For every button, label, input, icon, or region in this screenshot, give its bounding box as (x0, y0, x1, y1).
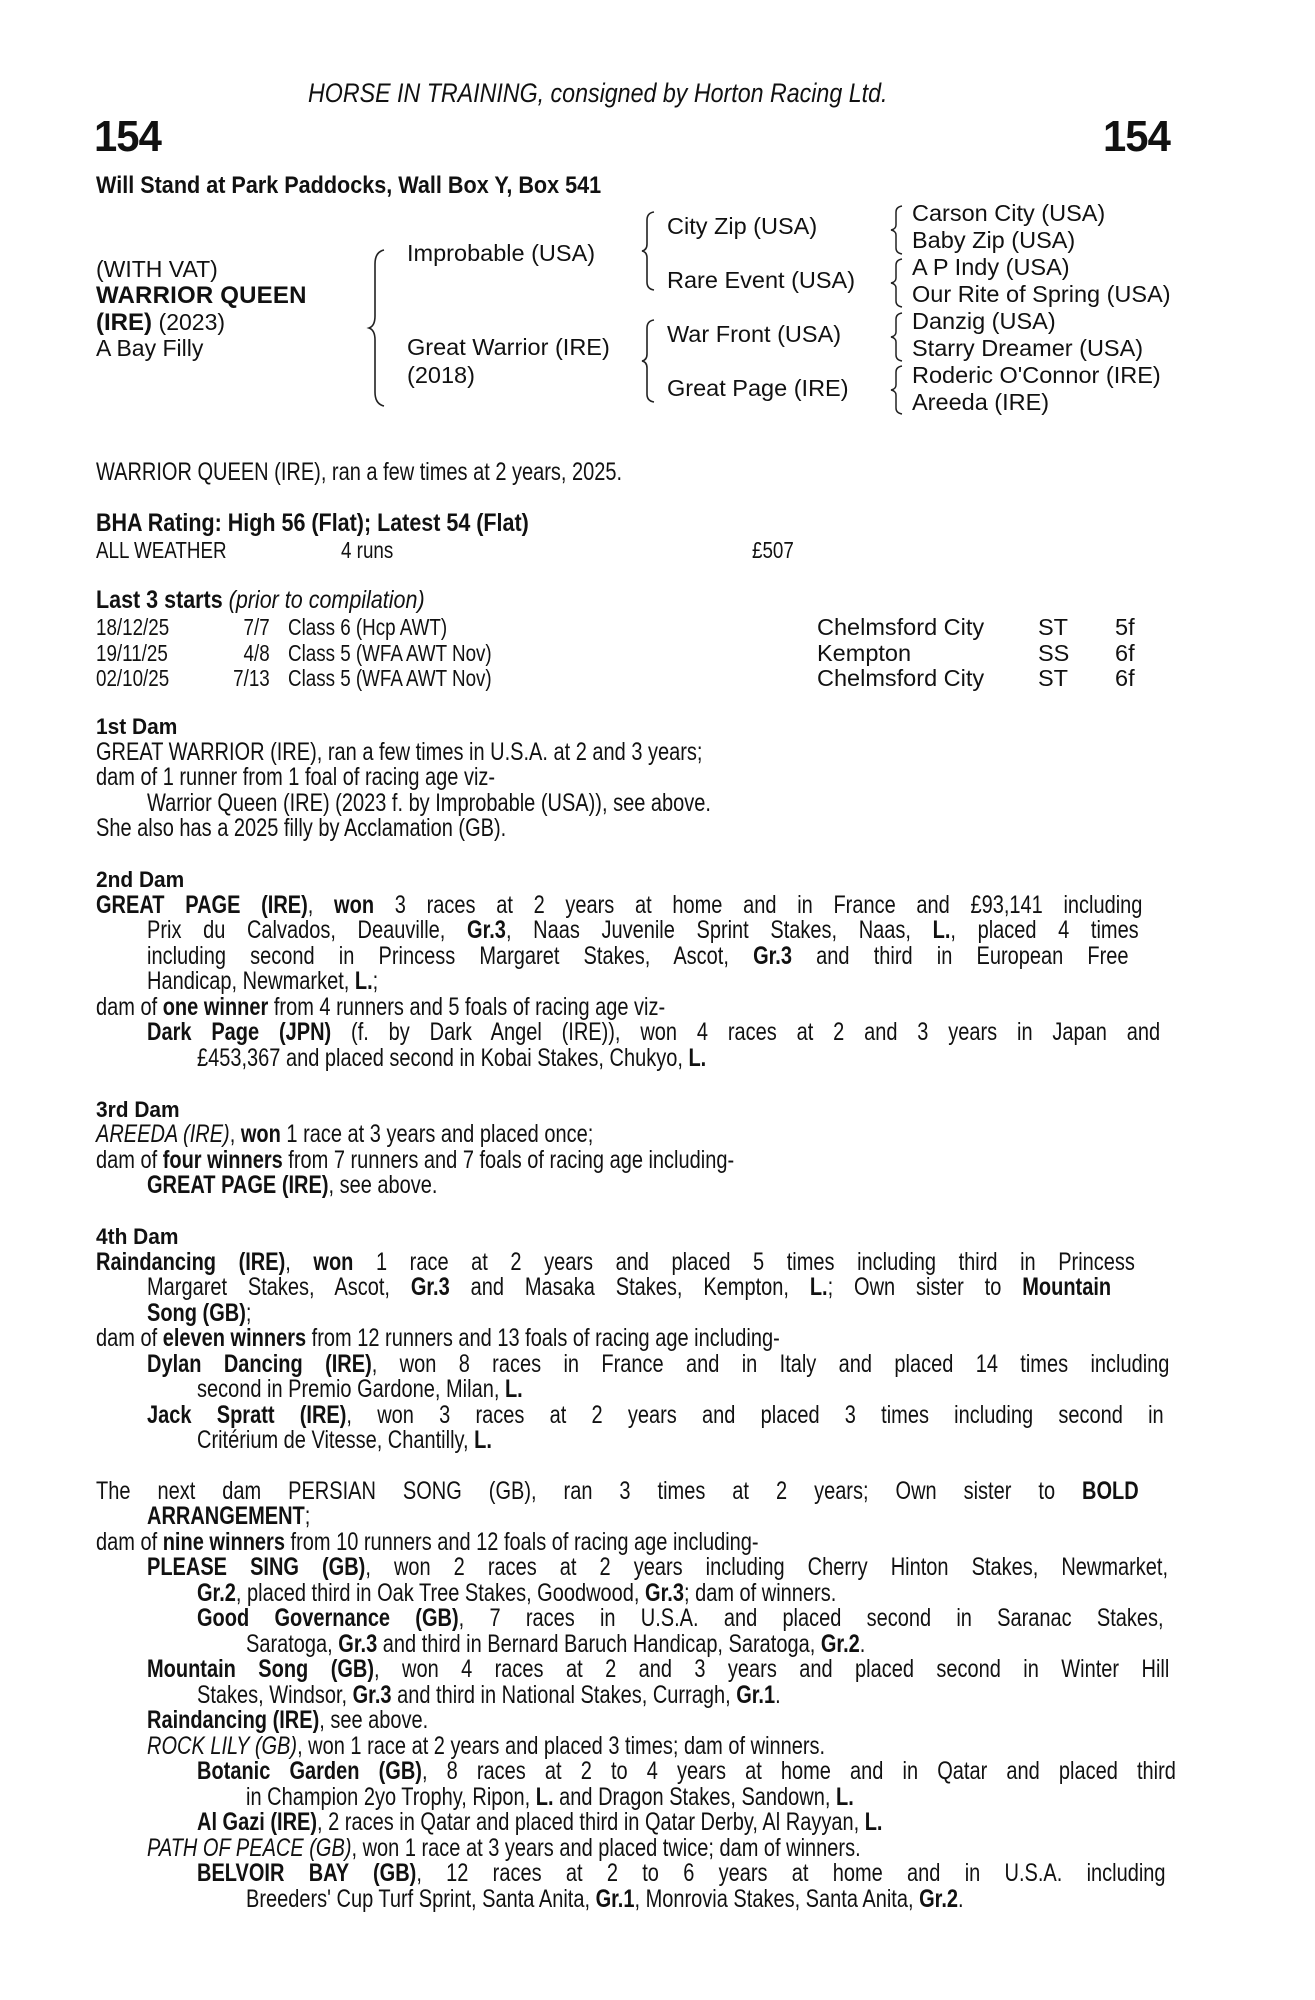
sibling-name: BOLD (1082, 1477, 1139, 1505)
start-going-cell (1038, 665, 1068, 692)
horse-country: (IRE) (96, 309, 152, 336)
next-dam-line (197, 1581, 996, 1607)
dam1-line (96, 740, 854, 766)
next-dam-progeny (197, 1810, 1054, 1836)
dam4-progeny (147, 1403, 1315, 1429)
listed-label: L. (535, 1783, 554, 1811)
next-dam-text: , won 2 races at 2 years including Cherry Hinton Stakes, Newmarket, (365, 1553, 1169, 1581)
line-content (96, 1148, 734, 1174)
line-content (147, 1708, 428, 1734)
dam2-text: dam of (96, 993, 158, 1021)
progeny-name: BELVOIR BAY (GB) (197, 1859, 417, 1887)
surface-text: ALL WEATHER (96, 537, 227, 563)
dam1-line (96, 816, 609, 842)
next-dam-text: . (859, 1630, 866, 1658)
line-content (96, 1530, 759, 1556)
stand-location (96, 172, 657, 200)
line-content (197, 1683, 781, 1709)
dam3-line (96, 1122, 718, 1148)
next-dam-text: , placed third in Oak Tree Stakes, Goodwood, (235, 1579, 640, 1607)
pedigree-g3-4: Our Rite of Spring (USA) (912, 281, 1171, 307)
line-content (147, 918, 1139, 944)
next-dam-text: , 2 races in Qatar and placed third in Qatar Derby, Al Rayyan, (317, 1808, 860, 1836)
dam1-title-text: 1st Dam (96, 714, 178, 739)
grade-label: Gr.3 (352, 1681, 392, 1709)
start-course: Chelmsford City (817, 665, 985, 691)
dam3-name: AREEDA (IRE) (96, 1120, 230, 1148)
line-content (246, 1887, 964, 1913)
next-dam-progeny (197, 1759, 1315, 1785)
dam2-title-text: 2nd Dam (96, 867, 185, 892)
line-content (147, 1555, 1168, 1581)
pedigree-sire-sire: City Zip (USA) (667, 213, 818, 239)
next-dam-line (147, 1504, 351, 1530)
horse-name-suffix-line (96, 309, 225, 336)
next-dam-text: . (775, 1681, 781, 1709)
line-content (96, 1326, 780, 1352)
next-dam-progeny (197, 1606, 1315, 1632)
line-content (246, 1785, 854, 1811)
dam4-line (96, 1326, 951, 1352)
pedigree-g3-3: A P Indy (USA) (912, 254, 1070, 280)
grade-label: Gr.2 (197, 1579, 236, 1607)
line-content (246, 1632, 865, 1658)
start-course: Chelmsford City (817, 614, 985, 640)
dam1-progeny (147, 791, 852, 817)
sibling-name: Mountain (1022, 1273, 1112, 1301)
line-content (147, 1836, 861, 1862)
dam4-text: , (285, 1248, 291, 1276)
line-content (96, 995, 665, 1021)
pedigree-brace-main (366, 248, 390, 408)
start-going: ST (1038, 614, 1069, 640)
next-dam-text: Saratoga, (246, 1630, 333, 1658)
start-position-cell (224, 665, 270, 692)
dam3-title-text: 3rd Dam (96, 1097, 180, 1122)
won-label: won (334, 891, 375, 919)
start-race-class: Class 5 (WFA AWT Nov) (288, 639, 492, 666)
line-content (147, 1301, 251, 1327)
last-starts-title: Last 3 starts (96, 586, 223, 614)
next-dam-text: dam of (96, 1528, 158, 1556)
dam3-progeny (147, 1173, 510, 1199)
dam2-line (96, 995, 807, 1021)
progeny-name: Jack Spratt (IRE) (147, 1401, 347, 1429)
progeny-name: Good Governance (GB) (197, 1604, 459, 1632)
progeny-name: Raindancing (IRE) (147, 1706, 320, 1734)
start-course: Kempton (817, 639, 912, 666)
sibling-name: Song (GB) (147, 1299, 246, 1327)
dam2-text: , placed 4 times (950, 916, 1139, 944)
dam4-text: Margaret Stakes, Ascot, (147, 1273, 390, 1301)
line-content (147, 1275, 1111, 1301)
start-race-class-cell (288, 614, 487, 641)
next-dam-text: , 7 races in U.S.A. and placed second in Saranac Stakes, (458, 1604, 1164, 1632)
pedigree-brace-g4 (889, 364, 905, 416)
pedigree-dam-dam: Great Page (IRE) (667, 375, 849, 401)
rating-surface (96, 537, 259, 564)
dam1-text: GREAT WARRIOR (IRE), ran a few times in U.S.A. at 2 and 3 years; (96, 738, 703, 766)
dam4-line (147, 1275, 1315, 1301)
start-position: 7/7 (243, 614, 270, 640)
progeny-name: Al Gazi (IRE) (197, 1808, 318, 1836)
next-dam-text: Breeders' Cup Turf Sprint, Santa Anita, (246, 1885, 591, 1913)
rating-prize (752, 537, 804, 564)
progeny-name: PLEASE SING (GB) (147, 1553, 366, 1581)
next-dam-line (197, 1683, 927, 1709)
dam2-text: 3 races at 2 years at home and in France and £93,141 including (394, 891, 1143, 919)
dam4-title-text: 4th Dam (96, 1224, 179, 1249)
line-content (197, 1428, 492, 1454)
grade-label: Gr.3 (645, 1579, 684, 1607)
lot-number-left (94, 112, 164, 162)
runs-text: 4 runs (341, 537, 394, 563)
dam2-text: and third in European Free (816, 942, 1129, 970)
start-position: 4/8 (243, 639, 270, 666)
start-date: 19/11/25 (96, 639, 168, 666)
start-course-cell (817, 640, 911, 667)
winners-count: four winners (162, 1146, 283, 1174)
dam4-text: 1 race at 2 years and placed 5 times including third in Princess (375, 1248, 1135, 1276)
line-content (147, 969, 378, 995)
line-content: GREAT PAGE (IRE), won 3 races at 2 years at home and in France and £93,141 including (96, 891, 1143, 919)
next-dam-text: , see above. (319, 1706, 429, 1734)
next-dam-text: , won 4 races at 2 and 3 years and placed second in Winter Hill (374, 1655, 1170, 1683)
line-content (147, 1657, 1169, 1683)
won-label: won (240, 1120, 281, 1148)
pedigree-brace-dam (640, 318, 658, 404)
dam1-text: dam of 1 runner from 1 foal of racing age viz- (96, 763, 496, 791)
next-dam-text: The next dam PERSIAN SONG (GB), ran 3 times at 2 years; Own sister to (96, 1477, 1056, 1505)
dam1-title (96, 714, 182, 740)
dam2-line (147, 918, 1315, 944)
line-content (147, 1403, 1164, 1429)
next-dam-text: , 8 races at 2 to 4 years at home and in Qatar and placed third (421, 1757, 1176, 1785)
pedigree-brace-g1 (889, 204, 905, 256)
grade-label: Gr.2 (919, 1885, 959, 1913)
start-date: 02/10/25 (96, 665, 170, 691)
dam4-text: , won 3 races at 2 years and placed 3 times including second in (346, 1401, 1164, 1429)
start-race-class-cell (288, 640, 543, 667)
progeny-name: PATH OF PEACE (GB) (147, 1834, 352, 1862)
dam2-text: Handicap, Newmarket, (147, 967, 350, 995)
dam3-text: dam of (96, 1146, 158, 1174)
next-dam-text: , won 1 race at 2 years and placed 3 times; dam of winners. (297, 1732, 826, 1760)
dam4-text: ; Own sister to (827, 1273, 1002, 1301)
stand-location-text: Will Stand at Park Paddocks, Wall Box Y, Box 541 (96, 172, 602, 199)
start-date-cell (96, 640, 186, 667)
listed-label: L. (932, 916, 951, 944)
start-race-class-cell (288, 665, 543, 692)
dam2-text: Prix du Calvados, Deauville, (147, 916, 446, 944)
next-dam-text: Stakes, Windsor, (197, 1681, 348, 1709)
start-distance-cell (1115, 640, 1135, 667)
grade-label: Gr.3 (338, 1630, 378, 1658)
progeny-name: Mountain Song (GB) (147, 1655, 375, 1683)
pedigree-g3-5: Danzig (USA) (912, 308, 1056, 334)
dam2-title (96, 867, 189, 893)
next-dam-text: from 10 runners and 12 foals of racing age including- (290, 1528, 759, 1556)
dam4-text: ; (245, 1299, 252, 1327)
start-going-cell (1038, 614, 1068, 641)
progeny-name: Dark Page (JPN) (147, 1018, 332, 1046)
consignment-text: HORSE IN TRAINING, consigned by Horton Racing Ltd. (308, 78, 888, 108)
start-date-cell (96, 665, 187, 692)
line-content (147, 1352, 1169, 1378)
next-dam-line (246, 1785, 1006, 1811)
progeny-name: Dylan Dancing (IRE) (147, 1350, 372, 1378)
next-dam-progeny (147, 1734, 995, 1760)
dam4-progeny (147, 1352, 1315, 1378)
listed-label: L. (809, 1273, 828, 1301)
grade-label: Gr.3 (467, 916, 506, 944)
lot-number-right (1103, 112, 1173, 162)
dam3-text: from 7 runners and 7 foals of racing age including- (288, 1146, 735, 1174)
start-distance-cell (1115, 665, 1135, 692)
dam4-text: from 12 runners and 13 foals of racing age including- (311, 1324, 780, 1352)
dam3-text: , (229, 1120, 236, 1148)
horse-year: (2023) (158, 309, 226, 335)
next-dam-text: and third in Bernard Baruch Handicap, Saratoga, (382, 1630, 816, 1658)
dam4-text: Critérium de Vitesse, Chantilly, (197, 1426, 469, 1454)
next-dam-text: , won 1 race at 3 years and placed twice; dam of winners. (351, 1834, 861, 1862)
dam3-line (96, 1148, 894, 1174)
dam4-text: , won 8 races in France and in Italy and placed 14 times including (371, 1350, 1170, 1378)
line-content (96, 1250, 1135, 1276)
dam2-line (96, 893, 1315, 919)
start-date: 18/12/25 (96, 614, 170, 640)
dam4-text: second in Premio Gardone, Milan, (197, 1375, 500, 1403)
line-content (197, 1606, 1164, 1632)
line-content (147, 1504, 310, 1530)
dam4-text: dam of (96, 1324, 158, 1352)
pedigree-brace-g2 (889, 257, 905, 309)
horse-description: A Bay Filly (96, 335, 204, 361)
horse-name: WARRIOR QUEEN (96, 282, 307, 309)
dam2-name: GREAT PAGE (IRE) (96, 891, 308, 919)
dam2-text: from 4 runners and 5 foals of racing age viz- (273, 993, 666, 1021)
last-starts-note: (prior to compilation) (228, 586, 425, 614)
pedigree-sire: Improbable (USA) (407, 240, 596, 266)
line-content (197, 1759, 1176, 1785)
listed-label: L. (504, 1375, 523, 1403)
last-starts-heading (96, 588, 478, 614)
rating-runs (341, 537, 406, 564)
next-dam-progeny (147, 1555, 1315, 1581)
start-going: ST (1038, 665, 1069, 691)
pedigree-dam-sire: War Front (USA) (667, 321, 842, 347)
dam4-name: Raindancing (IRE) (96, 1248, 286, 1276)
won-label: won (313, 1248, 354, 1276)
start-distance: 5f (1115, 614, 1135, 640)
dam2-line (147, 969, 436, 995)
dam1-line (96, 765, 595, 791)
next-dam-line (246, 1887, 1143, 1913)
dam4-line (96, 1250, 1315, 1276)
progeny-name: GREAT PAGE (IRE) (147, 1171, 329, 1199)
dam4-text: and Masaka Stakes, Kempton, (470, 1273, 789, 1301)
winners-count: nine winners (162, 1528, 285, 1556)
line-content (147, 944, 1129, 970)
line-content (96, 1479, 1139, 1505)
lot-number-text: 154 (94, 112, 161, 161)
start-going-cell (1038, 640, 1069, 667)
sibling-name: ARRANGEMENT (147, 1502, 305, 1530)
pedigree-brace-sire (640, 210, 658, 292)
bha-rating (96, 511, 599, 537)
start-course-cell (817, 614, 984, 641)
grade-label: Gr.1 (595, 1885, 635, 1913)
start-going: SS (1038, 639, 1070, 666)
start-position-cell (237, 640, 270, 667)
line-content (147, 1734, 825, 1760)
dam3-title (96, 1097, 184, 1123)
next-dam-text: ; dam of winners. (683, 1579, 837, 1607)
pedigree-g3-8: Areeda (IRE) (912, 389, 1050, 415)
line-content (197, 1046, 706, 1072)
line-content (197, 1377, 523, 1403)
pedigree-brace-g3 (889, 311, 905, 363)
dam4-line (197, 1428, 566, 1454)
line-content (197, 1581, 836, 1607)
dam2-text: (f. by Dark Angel (IRE)), won 4 races at 2 and 3 years in Japan and (351, 1018, 1161, 1046)
consignment-header (308, 78, 982, 109)
pedigree-dam: Great Warrior (IRE) (407, 334, 610, 360)
next-dam-line (96, 1479, 1315, 1505)
start-position-cell (237, 614, 270, 641)
listed-label: L. (354, 967, 373, 995)
winners-count: eleven winners (162, 1324, 307, 1352)
start-course-cell (817, 665, 984, 692)
start-race-class: Class 5 (WFA AWT Nov) (288, 665, 492, 691)
pedigree-dam-year: (2018) (407, 362, 475, 388)
dam4-title (96, 1224, 183, 1250)
next-dam-progeny (147, 1657, 1315, 1683)
pedigree-g3-6: Starry Dreamer (USA) (912, 335, 1144, 361)
start-distance: 6f (1115, 639, 1135, 666)
vat-label: (WITH VAT) (96, 256, 218, 282)
grade-label: Gr.3 (753, 942, 792, 970)
line-content (197, 1861, 1166, 1887)
dam4-line (197, 1377, 604, 1403)
dam2-text: , Naas Juvenile Sprint Stakes, Naas, (505, 916, 911, 944)
dam2-text: including second in Princess Margaret Stakes, Ascot, (147, 942, 729, 970)
progeny-name: ROCK LILY (GB) (147, 1732, 298, 1760)
start-distance-cell (1115, 614, 1135, 641)
start-position: 7/13 (233, 665, 270, 691)
prize-text: £507 (752, 537, 794, 563)
next-dam-text: , 12 races at 2 to 6 years at home and in U.S.A. including (416, 1859, 1166, 1887)
pedigree-g3-7: Roderic O'Connor (IRE) (912, 362, 1161, 388)
progeny-name: Botanic Garden (GB) (197, 1757, 422, 1785)
next-dam-progeny (147, 1836, 1039, 1862)
listed-label: L. (836, 1783, 854, 1811)
dam2-line (147, 944, 1315, 970)
next-dam-text: ; (304, 1502, 311, 1530)
next-dam-line (246, 1632, 1020, 1658)
dam1-text: Warrior Queen (IRE) (2023 f. by Improbable (USA)), see above. (147, 789, 711, 817)
dam2-progeny (147, 1020, 1315, 1046)
dam2-line (197, 1046, 834, 1072)
next-dam-text: and third in National Stakes, Curragh, (397, 1681, 731, 1709)
listed-label: L. (864, 1808, 883, 1836)
next-dam-text: . (958, 1885, 964, 1913)
line-content (147, 1020, 1160, 1046)
pedigree-g3-2: Baby Zip (USA) (912, 227, 1076, 253)
listed-label: L. (474, 1426, 492, 1454)
listed-label: L. (688, 1044, 707, 1072)
dam2-text: ; (372, 967, 379, 995)
line-content (197, 1810, 882, 1836)
line-content (96, 1122, 593, 1148)
start-date-cell (96, 614, 187, 641)
next-dam-progeny (147, 1708, 499, 1734)
dam2-text: £453,367 and placed second in Kobai Stakes, Chukyo, (197, 1044, 683, 1072)
next-dam-text: in Champion 2yo Trophy, Ripon, (246, 1783, 531, 1811)
start-race-class: Class 6 (Hcp AWT) (288, 614, 448, 640)
pedigree-sire-dam: Rare Event (USA) (667, 267, 856, 293)
dam3-text: , see above. (328, 1171, 438, 1199)
start-distance: 6f (1115, 665, 1135, 691)
grade-label: Gr.3 (410, 1273, 450, 1301)
winners-count: one winner (162, 993, 269, 1021)
race-summary-text: WARRIOR QUEEN (IRE), ran a few times at 2 years, 2025. (96, 458, 623, 486)
grade-label: Gr.1 (736, 1681, 776, 1709)
race-summary (96, 460, 754, 486)
next-dam-progeny (197, 1861, 1315, 1887)
dam4-line (147, 1301, 278, 1327)
grade-label: Gr.2 (820, 1630, 860, 1658)
pedigree-g3-1: Carson City (USA) (912, 200, 1106, 226)
dam3-text: 1 race at 3 years and placed once; (286, 1120, 594, 1148)
next-dam-line (96, 1530, 924, 1556)
line-content (147, 1173, 437, 1199)
bha-rating-text: BHA Rating: High 56 (Flat); Latest 54 (Flat) (96, 509, 529, 537)
lot-number-text: 154 (1103, 112, 1170, 161)
next-dam-text: and Dragon Stakes, Sandown, (559, 1783, 831, 1811)
dam1-text: She also has a 2025 filly by Acclamation (GB). (96, 814, 507, 842)
next-dam-text: , Monrovia Stakes, Santa Anita, (634, 1885, 914, 1913)
